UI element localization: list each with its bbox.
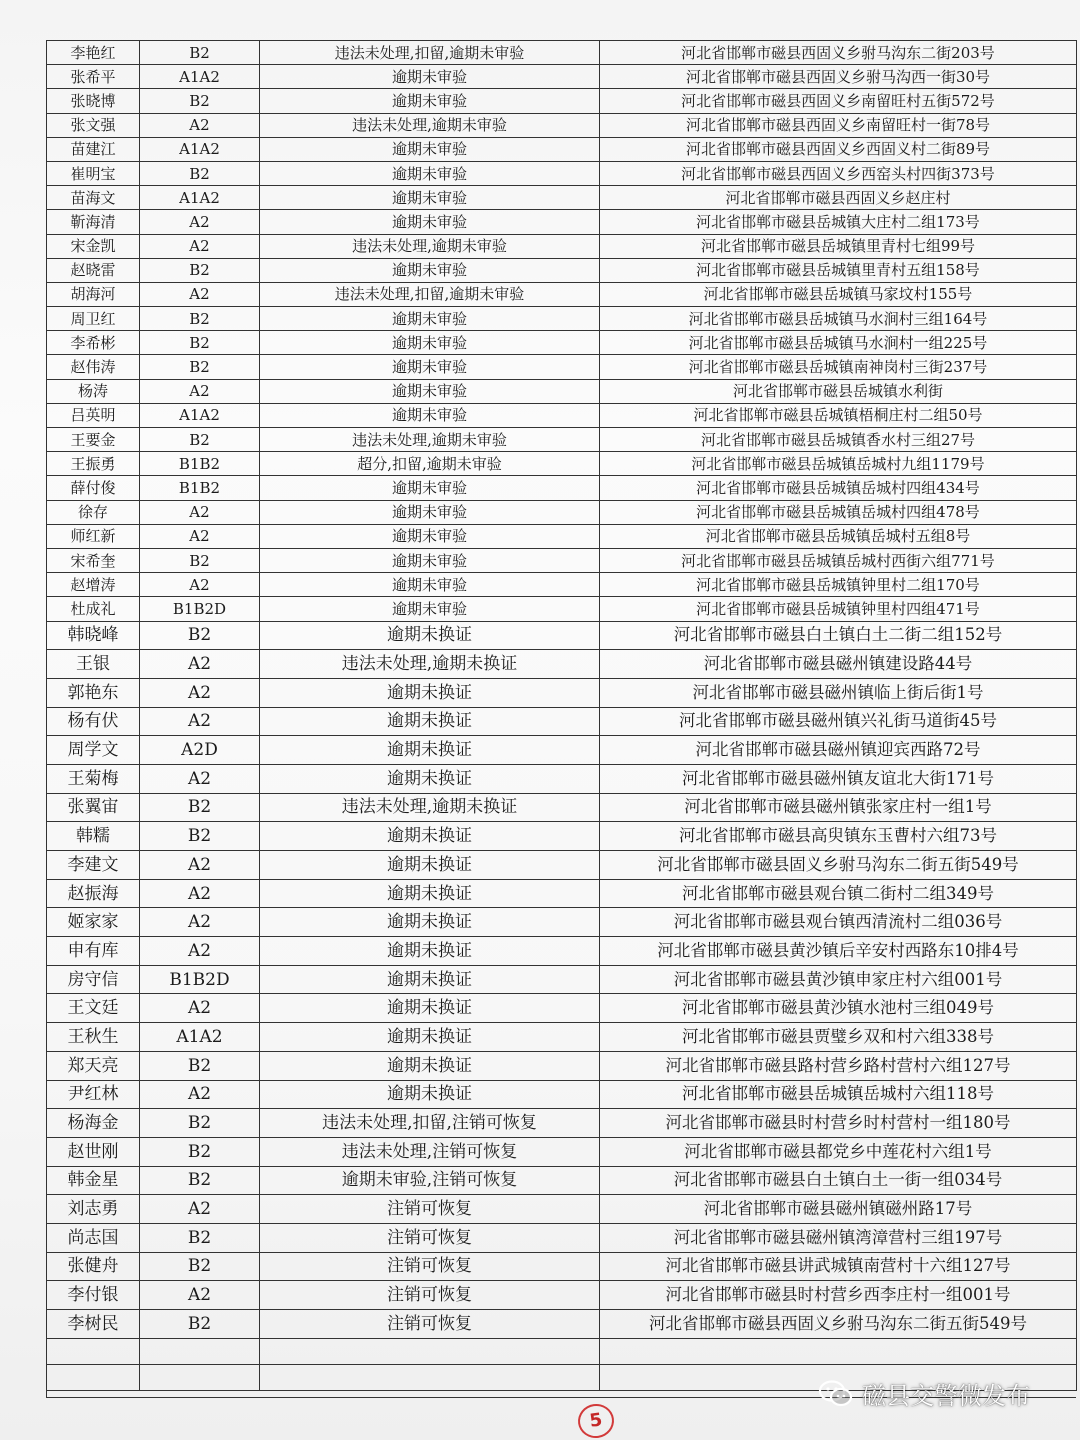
license-class: B2 xyxy=(140,1137,260,1166)
driver-address: 河北省邯郸市磁县岳城镇岳城村六组118号 xyxy=(600,1080,1077,1109)
driver-name: 周学文 xyxy=(47,736,140,765)
license-status: 逾期未换证 xyxy=(260,879,600,908)
driver-address: 河北省邯郸市磁县讲武城镇南营村十六组127号 xyxy=(600,1252,1077,1281)
driver-address: 河北省邯郸市磁县磁州镇湾漳营村三组197号 xyxy=(600,1223,1077,1252)
license-status: 注销可恢复 xyxy=(260,1223,600,1252)
license-class: B2 xyxy=(140,331,260,355)
license-class: B2 xyxy=(140,621,260,650)
license-class: A2 xyxy=(140,764,260,793)
watermark xyxy=(818,1376,1030,1411)
license-status: 违法未处理,逾期未审验 xyxy=(260,428,600,452)
license-class: A2 xyxy=(140,937,260,966)
license-status: 逾期未换证 xyxy=(260,764,600,793)
driver-name: 胡海河 xyxy=(47,282,140,306)
driver-address: 河北省邯郸市磁县高臾镇东玉曹村六组73号 xyxy=(600,822,1077,851)
license-class: A2 xyxy=(140,650,260,679)
license-class: B2 xyxy=(140,548,260,572)
table-row xyxy=(47,879,1077,908)
license-status: 逾期未换证 xyxy=(260,994,600,1023)
license-status: 逾期未换证 xyxy=(260,851,600,880)
driver-name: 李艳红 xyxy=(47,41,140,65)
license-class: B2 xyxy=(140,428,260,452)
driver-name: 房守信 xyxy=(47,965,140,994)
driver-address: 河北省邯郸市磁县岳城镇钟里村四组471号 xyxy=(600,597,1077,621)
table-row xyxy=(47,1137,1077,1166)
driver-name: 韩金星 xyxy=(47,1166,140,1195)
table-row xyxy=(47,822,1077,851)
driver-address: 河北省邯郸市磁县岳城镇里青村七组99号 xyxy=(600,234,1077,258)
driver-name: 杜成礼 xyxy=(47,597,140,621)
table-row xyxy=(47,500,1077,524)
table-row xyxy=(47,650,1077,679)
table-row xyxy=(47,1195,1077,1224)
driver-name: 崔明宝 xyxy=(47,161,140,185)
driver-address: 河北省邯郸市磁县岳城镇岳城村西街六组771号 xyxy=(600,548,1077,572)
driver-name: 申有库 xyxy=(47,937,140,966)
driver-name: 尹红林 xyxy=(47,1080,140,1109)
driver-name: 韩糯 xyxy=(47,822,140,851)
driver-address: 河北省邯郸市磁县岳城镇里青村五组158号 xyxy=(600,258,1077,282)
driver-address: 河北省邯郸市磁县黄沙镇后辛安村西路东10排4号 xyxy=(600,937,1077,966)
license-status: 逾期未审验 xyxy=(260,379,600,403)
empty-cell xyxy=(47,1338,140,1364)
empty-cell xyxy=(260,1364,600,1390)
license-status: 逾期未审验,注销可恢复 xyxy=(260,1166,600,1195)
license-class: B1B2D xyxy=(140,597,260,621)
driver-name: 杨涛 xyxy=(47,379,140,403)
driver-name: 尚志国 xyxy=(47,1223,140,1252)
driver-name: 刘志勇 xyxy=(47,1195,140,1224)
license-status: 逾期未审验 xyxy=(260,307,600,331)
license-status: 逾期未审验 xyxy=(260,524,600,548)
driver-name: 郑天亮 xyxy=(47,1051,140,1080)
driver-address: 河北省邯郸市磁县西固义乡驸马沟西一街30号 xyxy=(600,65,1077,89)
license-status: 逾期未审验 xyxy=(260,573,600,597)
driver-name: 靳海清 xyxy=(47,210,140,234)
driver-address: 河北省邯郸市磁县西固义乡西固义村二街89号 xyxy=(600,137,1077,161)
table-row xyxy=(47,851,1077,880)
empty-cell xyxy=(47,1364,140,1390)
driver-name: 王文廷 xyxy=(47,994,140,1023)
license-status: 逾期未换证 xyxy=(260,822,600,851)
driver-address: 河北省邯郸市磁县贾璧乡双和村六组338号 xyxy=(600,1023,1077,1052)
license-status: 逾期未审验 xyxy=(260,500,600,524)
driver-address: 河北省邯郸市磁县西固义乡驸马沟东二街五街549号 xyxy=(600,1310,1077,1339)
table-row xyxy=(47,1166,1077,1195)
license-class: A2 xyxy=(140,908,260,937)
license-status: 注销可恢复 xyxy=(260,1252,600,1281)
table-row xyxy=(47,965,1077,994)
table-row xyxy=(47,379,1077,403)
table-row xyxy=(47,476,1077,500)
driver-address: 河北省邯郸市磁县西固义乡驸马沟东二街203号 xyxy=(600,41,1077,65)
license-class: B2 xyxy=(140,1310,260,1339)
driver-address: 河北省邯郸市磁县西固义乡南留旺村一街78号 xyxy=(600,113,1077,137)
table-row xyxy=(47,1051,1077,1080)
table-row xyxy=(47,113,1077,137)
table-row xyxy=(47,621,1077,650)
driver-address: 河北省邯郸市磁县观台镇二街村二组349号 xyxy=(600,879,1077,908)
table-row xyxy=(47,65,1077,89)
driver-name: 张健舟 xyxy=(47,1252,140,1281)
table-row xyxy=(47,452,1077,476)
license-class: B2 xyxy=(140,258,260,282)
driver-name: 李付银 xyxy=(47,1281,140,1310)
driver-name: 张希平 xyxy=(47,65,140,89)
license-class: A2 xyxy=(140,573,260,597)
driver-name: 赵世刚 xyxy=(47,1137,140,1166)
driver-name: 韩晓峰 xyxy=(47,621,140,650)
driver-name: 李树民 xyxy=(47,1310,140,1339)
license-class: A2 xyxy=(140,1080,260,1109)
table-row xyxy=(47,736,1077,765)
table-row xyxy=(47,331,1077,355)
license-class: A2D xyxy=(140,736,260,765)
driver-name: 杨有伏 xyxy=(47,707,140,736)
driver-name: 张翼宙 xyxy=(47,793,140,822)
table-row xyxy=(47,1109,1077,1138)
license-status: 逾期未审验 xyxy=(260,597,600,621)
watermark-text: 磁县交警微发布 xyxy=(862,1382,1030,1410)
driver-name: 王秋生 xyxy=(47,1023,140,1052)
driver-address: 河北省邯郸市磁县时村营乡时村营村一组180号 xyxy=(600,1109,1077,1138)
driver-address: 河北省邯郸市磁县路村营乡路村营村六组127号 xyxy=(600,1051,1077,1080)
driver-address: 河北省邯郸市磁县白土镇白土一街一组034号 xyxy=(600,1166,1077,1195)
driver-address: 河北省邯郸市磁县岳城镇马家坟村155号 xyxy=(600,282,1077,306)
license-class: A2 xyxy=(140,282,260,306)
table-row xyxy=(47,524,1077,548)
driver-address: 河北省邯郸市磁县岳城镇马水涧村一组225号 xyxy=(600,331,1077,355)
table-row xyxy=(47,994,1077,1023)
license-status: 违法未处理,逾期未换证 xyxy=(260,793,600,822)
driver-name: 徐存 xyxy=(47,500,140,524)
empty-cell xyxy=(600,1338,1077,1364)
license-class: A2 xyxy=(140,113,260,137)
table-row xyxy=(47,1310,1077,1339)
license-status: 逾期未审验 xyxy=(260,89,600,113)
license-class: A2 xyxy=(140,851,260,880)
driver-address: 河北省邯郸市磁县磁州镇建设路44号 xyxy=(600,650,1077,679)
driver-name: 宋希奎 xyxy=(47,548,140,572)
license-class: B2 xyxy=(140,822,260,851)
license-status: 逾期未审验 xyxy=(260,186,600,210)
empty-cell xyxy=(260,1338,600,1364)
table-row xyxy=(47,1080,1077,1109)
table-row xyxy=(47,355,1077,379)
license-class: A2 xyxy=(140,210,260,234)
license-status: 逾期未审验 xyxy=(260,476,600,500)
driver-address: 河北省邯郸市磁县岳城镇钟里村二组170号 xyxy=(600,573,1077,597)
driver-name: 赵振海 xyxy=(47,879,140,908)
driver-address: 河北省邯郸市磁县岳城镇马水涧村三组164号 xyxy=(600,307,1077,331)
license-class: A2 xyxy=(140,879,260,908)
license-class: A2 xyxy=(140,500,260,524)
driver-address: 河北省邯郸市磁县磁州镇张家庄村一组1号 xyxy=(600,793,1077,822)
license-status: 违法未处理,扣留,逾期未审验 xyxy=(260,282,600,306)
page-number: 5 xyxy=(576,1402,616,1440)
license-status: 超分,扣留,逾期未审验 xyxy=(260,452,600,476)
table-row xyxy=(47,282,1077,306)
license-class: A2 xyxy=(140,1195,260,1224)
license-class: B2 xyxy=(140,89,260,113)
license-status: 逾期未审验 xyxy=(260,331,600,355)
driver-name: 王振勇 xyxy=(47,452,140,476)
table-row xyxy=(47,89,1077,113)
table-row xyxy=(47,137,1077,161)
license-status: 逾期未审验 xyxy=(260,403,600,427)
driver-address: 河北省邯郸市磁县磁州镇友谊北大街171号 xyxy=(600,764,1077,793)
driver-name: 姬家家 xyxy=(47,908,140,937)
license-class: A1A2 xyxy=(140,65,260,89)
driver-address: 河北省邯郸市磁县时村营乡西李庄村一组001号 xyxy=(600,1281,1077,1310)
license-status: 逾期未换证 xyxy=(260,1080,600,1109)
license-status: 逾期未换证 xyxy=(260,707,600,736)
license-status: 逾期未审验 xyxy=(260,161,600,185)
license-status: 逾期未换证 xyxy=(260,937,600,966)
table-row xyxy=(47,258,1077,282)
driver-address: 河北省邯郸市磁县观台镇西清流村二组036号 xyxy=(600,908,1077,937)
license-class: B1B2 xyxy=(140,452,260,476)
license-status: 逾期未审验 xyxy=(260,548,600,572)
license-class: B1B2 xyxy=(140,476,260,500)
license-class: B2 xyxy=(140,161,260,185)
license-class: A1A2 xyxy=(140,137,260,161)
license-class: A1A2 xyxy=(140,403,260,427)
empty-cell xyxy=(140,1338,260,1364)
driver-address: 河北省邯郸市磁县磁州镇迎宾西路72号 xyxy=(600,736,1077,765)
license-status: 违法未处理,逾期未审验 xyxy=(260,113,600,137)
license-status: 逾期未换证 xyxy=(260,678,600,707)
license-status: 逾期未换证 xyxy=(260,1051,600,1080)
table-row xyxy=(47,937,1077,966)
driver-address: 河北省邯郸市磁县岳城镇香水村三组27号 xyxy=(600,428,1077,452)
driver-name: 吕英明 xyxy=(47,403,140,427)
driver-address: 河北省邯郸市磁县西固义乡南留旺村五街572号 xyxy=(600,89,1077,113)
license-class: A2 xyxy=(140,1281,260,1310)
driver-address: 河北省邯郸市磁县黄沙镇水池村三组049号 xyxy=(600,994,1077,1023)
license-class: B2 xyxy=(140,1252,260,1281)
table-row xyxy=(47,210,1077,234)
license-class: A2 xyxy=(140,707,260,736)
driver-address: 河北省邯郸市磁县磁州镇磁州路17号 xyxy=(600,1195,1077,1224)
table-row xyxy=(47,307,1077,331)
driver-name: 赵伟涛 xyxy=(47,355,140,379)
license-status: 注销可恢复 xyxy=(260,1281,600,1310)
table-row xyxy=(47,678,1077,707)
records-body xyxy=(47,41,1077,1391)
driver-name: 苗建江 xyxy=(47,137,140,161)
table-row xyxy=(47,186,1077,210)
driver-name: 赵晓雷 xyxy=(47,258,140,282)
license-status: 逾期未换证 xyxy=(260,736,600,765)
driver-name: 郭艳东 xyxy=(47,678,140,707)
driver-address: 河北省邯郸市磁县岳城镇岳城村九组1179号 xyxy=(600,452,1077,476)
license-status: 违法未处理,扣留,注销可恢复 xyxy=(260,1109,600,1138)
table-row xyxy=(47,707,1077,736)
driver-address: 河北省邯郸市磁县白土镇白土二街二组152号 xyxy=(600,621,1077,650)
license-class: B2 xyxy=(140,355,260,379)
license-class: B2 xyxy=(140,41,260,65)
empty-row xyxy=(47,1338,1077,1364)
license-class: B2 xyxy=(140,1051,260,1080)
license-class: B2 xyxy=(140,793,260,822)
table-row xyxy=(47,908,1077,937)
driver-address: 河北省邯郸市磁县岳城镇大庄村二组173号 xyxy=(600,210,1077,234)
license-status: 违法未处理,注销可恢复 xyxy=(260,1137,600,1166)
license-status: 逾期未换证 xyxy=(260,621,600,650)
license-class: A1A2 xyxy=(140,186,260,210)
table-row xyxy=(47,573,1077,597)
driver-name: 师红新 xyxy=(47,524,140,548)
driver-name: 王银 xyxy=(47,650,140,679)
license-class: B2 xyxy=(140,307,260,331)
license-class: B1B2D xyxy=(140,965,260,994)
driver-address: 河北省邯郸市磁县磁州镇临上街后街1号 xyxy=(600,678,1077,707)
license-class: B2 xyxy=(140,1223,260,1252)
table-row xyxy=(47,403,1077,427)
license-status: 注销可恢复 xyxy=(260,1310,600,1339)
empty-cell xyxy=(140,1364,260,1390)
license-status: 逾期未审验 xyxy=(260,137,600,161)
driver-name: 李建文 xyxy=(47,851,140,880)
driver-address: 河北省邯郸市磁县岳城镇岳城村四组478号 xyxy=(600,500,1077,524)
driver-address: 河北省邯郸市磁县岳城镇水利街 xyxy=(600,379,1077,403)
table-row xyxy=(47,428,1077,452)
driver-name: 薛付俊 xyxy=(47,476,140,500)
license-status: 逾期未审验 xyxy=(260,210,600,234)
table-row xyxy=(47,764,1077,793)
license-class: A2 xyxy=(140,379,260,403)
license-class: B2 xyxy=(140,1109,260,1138)
table-row xyxy=(47,548,1077,572)
license-class: A2 xyxy=(140,524,260,548)
driver-name: 王菊梅 xyxy=(47,764,140,793)
license-status: 违法未处理,逾期未换证 xyxy=(260,650,600,679)
license-status: 违法未处理,逾期未审验 xyxy=(260,234,600,258)
table-row xyxy=(47,597,1077,621)
license-class: A2 xyxy=(140,678,260,707)
driver-name: 杨海金 xyxy=(47,1109,140,1138)
driver-name: 苗海文 xyxy=(47,186,140,210)
driver-name: 张晓博 xyxy=(47,89,140,113)
table-row xyxy=(47,161,1077,185)
license-class: A2 xyxy=(140,994,260,1023)
driver-name: 赵增涛 xyxy=(47,573,140,597)
table-row xyxy=(47,1223,1077,1252)
table-row xyxy=(47,41,1077,65)
license-status: 逾期未换证 xyxy=(260,965,600,994)
driver-address: 河北省邯郸市磁县岳城镇岳城村五组8号 xyxy=(600,524,1077,548)
driver-name: 宋金凯 xyxy=(47,234,140,258)
license-class: A2 xyxy=(140,234,260,258)
driver-name: 周卫红 xyxy=(47,307,140,331)
driver-name: 张文强 xyxy=(47,113,140,137)
driver-address: 河北省邯郸市磁县岳城镇梧桐庄村二组50号 xyxy=(600,403,1077,427)
license-class: B2 xyxy=(140,1166,260,1195)
license-status: 逾期未换证 xyxy=(260,1023,600,1052)
license-status: 逾期未换证 xyxy=(260,908,600,937)
license-status: 逾期未审验 xyxy=(260,258,600,282)
driver-address: 河北省邯郸市磁县西固义乡赵庄村 xyxy=(600,186,1077,210)
driver-address: 河北省邯郸市磁县岳城镇岳城村四组434号 xyxy=(600,476,1077,500)
license-status: 注销可恢复 xyxy=(260,1195,600,1224)
driver-address: 河北省邯郸市磁县固义乡驸马沟东二街五街549号 xyxy=(600,851,1077,880)
driver-name: 王要金 xyxy=(47,428,140,452)
wechat-icon xyxy=(818,1380,854,1408)
driver-address: 河北省邯郸市磁县西固义乡西窑头村四街373号 xyxy=(600,161,1077,185)
table-row xyxy=(47,793,1077,822)
driver-address: 河北省邯郸市磁县岳城镇南神岗村三街237号 xyxy=(600,355,1077,379)
license-status: 逾期未审验 xyxy=(260,355,600,379)
driver-records-table xyxy=(46,40,1077,1391)
table-row xyxy=(47,1023,1077,1052)
table-row xyxy=(47,1281,1077,1310)
table-row xyxy=(47,1252,1077,1281)
table-row xyxy=(47,234,1077,258)
license-status: 逾期未审验 xyxy=(260,65,600,89)
driver-name: 李希彬 xyxy=(47,331,140,355)
license-status: 违法未处理,扣留,逾期未审验 xyxy=(260,41,600,65)
driver-address: 河北省邯郸市磁县都党乡中莲花村六组1号 xyxy=(600,1137,1077,1166)
driver-address: 河北省邯郸市磁县黄沙镇申家庄村六组001号 xyxy=(600,965,1077,994)
license-class: A1A2 xyxy=(140,1023,260,1052)
driver-address: 河北省邯郸市磁县磁州镇兴礼街马道街45号 xyxy=(600,707,1077,736)
